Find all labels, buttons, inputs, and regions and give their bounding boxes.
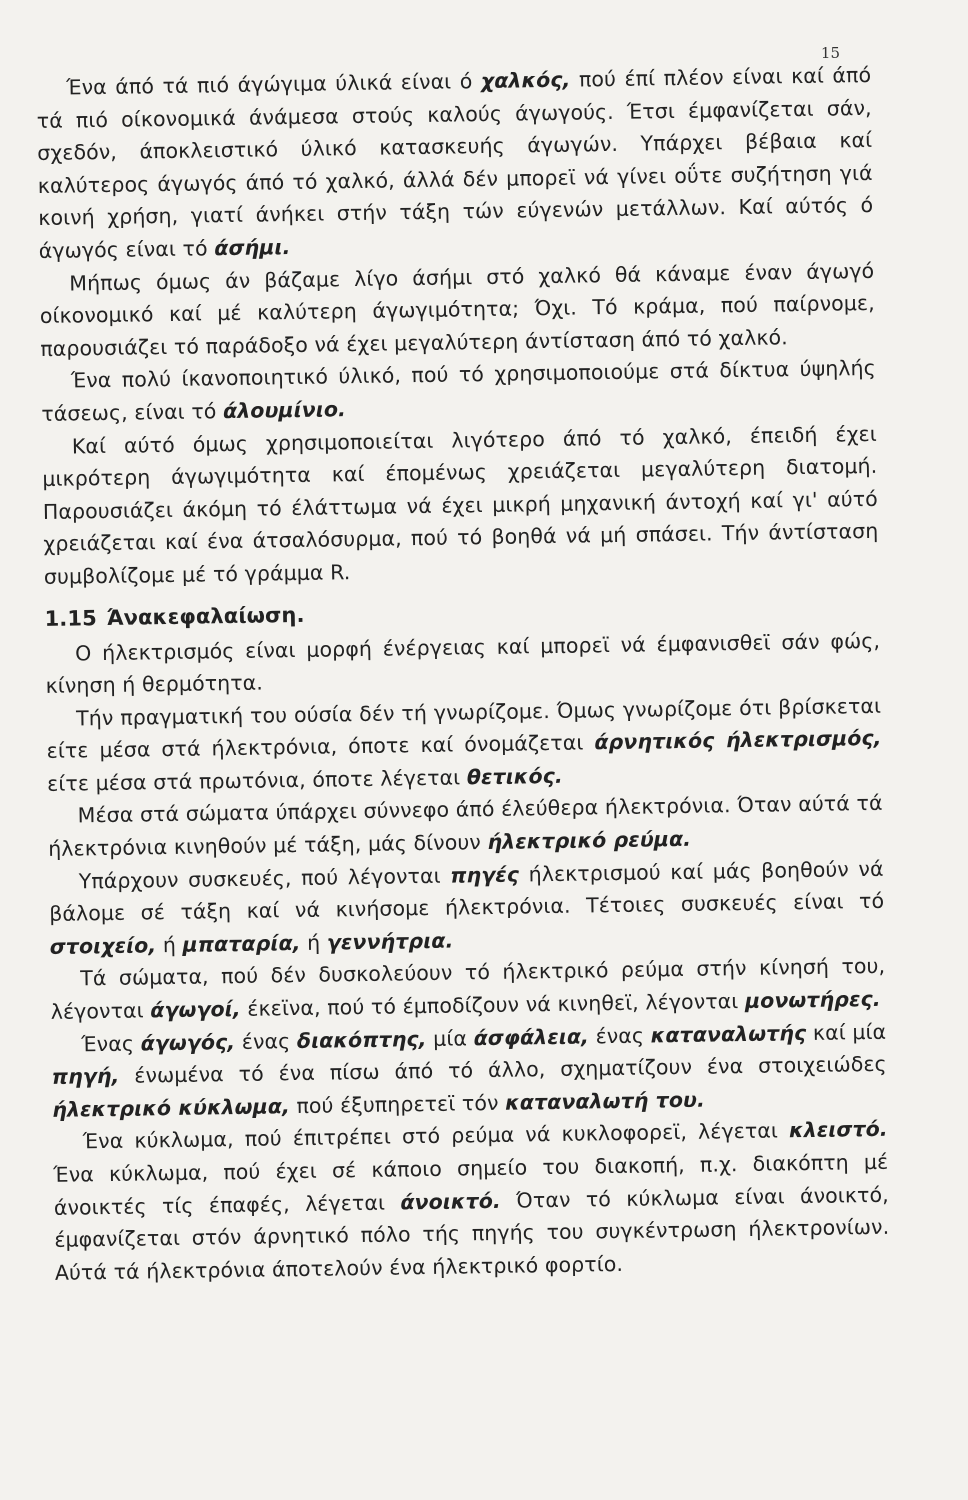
section-number: 1.15 xyxy=(44,605,97,631)
paragraph xyxy=(51,1015,887,1126)
text-run: καί μία xyxy=(806,1019,887,1045)
text-run: ή xyxy=(300,930,328,955)
text-run: Μέσα στά σώματα ύπάρχει σύννεφο άπό έλεύθερα ήλεκτρόνια. Όταν αύτά τά ήλεκτρόνια κινηθούν μέ τάξη, μάς δίνουν xyxy=(48,791,883,861)
key-term: χαλκός, xyxy=(480,67,571,94)
key-term: κλειστό. xyxy=(788,1117,888,1143)
key-term: άλουμίνιο. xyxy=(222,397,347,424)
text-run: Υπάρχουν συσκευές, πού λέγονται xyxy=(78,863,451,894)
text-run: πού έξυπηρετεϊ τόν xyxy=(289,1090,506,1118)
text-run: Καί αύτό όμως χρησιμοποιείται λιγότερο άπό τό χαλκό, έπειδή έχει μικρότερη άγωγιμότητα καί έπομένως χρειάζεται μεγαλύτερη διατομή. Παρουσιάζει άκόμη τό έλάττωμα νά έχει μικρή μηχανική άντοχή καί γι' αύτό χρειάζεται καί ένα άτσαλόσυρμα, πού τό βοηθά νά μή σπάσει. Τήν άντίσταση συμβολίζομε μέ τό γράμμα R. xyxy=(42,421,879,589)
key-term: στοιχείο, xyxy=(49,933,157,959)
text-run: ή xyxy=(156,932,183,958)
page-number: 15 xyxy=(820,44,840,62)
text-run: Μήπως όμως άν βάζαμε λίγο άσήμι στό χαλκό θά κάναμε έναν άγωγό οίκονομικό καί μέ καλύτερη άγωγιμότητα; Όχι. Τό κράμα, πού παίρνομε, παρουσιάζει τό παράδοξο νά έχει μεγαλύτερη άντίσταση άπό τό χαλκό. xyxy=(39,258,875,361)
text-run: είτε μέσα στά πρωτόνια, όποτε λέγεται xyxy=(46,765,468,796)
text-run: Τά σώματα, πού δέν δυσκολεύουν τό ήλεκτρικό ρεύμα στήν κίνησή του, λέγονται xyxy=(50,954,886,1024)
summary-paragraphs xyxy=(45,624,890,1289)
text-run: πού έπί πλέον είναι καί άπό τά πιό οίκονομικά άνάμεσα στούς καλούς άγωγούς. Έτσι έμφανίζεται σάν, σχεδόν, άποκλειστικό ύλικό κατασκευής άγωγών. Υπάρχει βέβαια καί καλύτερος άγωγός άπό τό χαλκό, άλλά δέν μπορεϊ νά γίνει οΰτε συζήτηση γιά κοινή χρήση, γιατί άνήκει στήν τάξη τών εύγενών μετάλλων. Καί αύτός ό άγωγός είναι τό xyxy=(36,62,874,263)
paragraph xyxy=(46,689,882,800)
text-run: ήλεκτρισμού καί μάς βοηθούν νά βάλομε σέ τάξη καί νά κινήσομε ήλεκτρόνια. Τέτοιες συσκευές είναι τό xyxy=(49,856,885,927)
paragraph xyxy=(48,852,884,963)
key-term: πηγές xyxy=(450,862,520,888)
key-term: άσήμι. xyxy=(214,234,291,261)
key-term: γεννήτρια. xyxy=(326,928,454,955)
paragraph xyxy=(53,1113,890,1289)
text-run: έκεϊνα, πού τό έμποδίζουν νά κινηθεϊ, λέγονται xyxy=(240,989,746,1021)
body-text xyxy=(36,59,890,1289)
key-term: άγωγοί, xyxy=(150,996,241,1023)
key-term: μονωτήρες. xyxy=(744,986,881,1014)
key-term: άσφάλεια, xyxy=(473,1024,590,1050)
key-term: διακόπτης, xyxy=(296,1026,427,1053)
key-term: μπαταρία, xyxy=(182,930,301,957)
text-run: Ένα κύκλωμα, πού έπιτρέπει στό ρεύμα νά κυκλοφορεϊ, λέγεται xyxy=(82,1118,790,1154)
key-term: άνοικτό. xyxy=(400,1188,501,1215)
text-run: ένωμένα τό ένα πίσω άπό τό άλλο, σχηματίζουν ένα στοιχειώδες xyxy=(119,1051,887,1089)
paragraph xyxy=(39,254,875,365)
text-run: Ένα κύκλωμα, πού έχει σέ κάποιο σημείο του διακοπή, π.χ. διακόπτη μέ άνοικτές τίς έπαφές, λέγεται xyxy=(53,1149,889,1220)
intro-paragraphs xyxy=(36,59,879,594)
text-run: Ένα πολύ ίκανοποιητικό ύλικό, πού τό χρησιμοποιούμε στά δίκτυα ύψηλής τάσεως, είναι τό xyxy=(41,356,876,426)
key-term: ήλεκτρικό κύκλωμα, xyxy=(52,1093,291,1122)
key-term: πηγή, xyxy=(51,1064,120,1090)
key-term: ήλεκτρικό ρεύμα. xyxy=(487,826,692,855)
key-term: καταναλωτής xyxy=(650,1020,807,1048)
key-term: καταναλωτή του. xyxy=(504,1087,706,1115)
text-run: ένας xyxy=(234,1028,298,1054)
key-term: θετικός. xyxy=(466,763,563,790)
paragraph xyxy=(36,59,874,268)
text-run: Ένας xyxy=(81,1031,141,1057)
paragraph xyxy=(42,417,879,593)
text-run: ένας xyxy=(588,1023,651,1049)
text-run: Ένα άπό τά πιό άγώγιμα ύλικά είναι ό xyxy=(66,69,482,100)
text-run: Ο ήλεκτρισμός είναι μορφή ένέργειας καί μπορεϊ νά έμφανισθεϊ σάν φώς, κίνηση ή θερμότητα. xyxy=(45,628,881,699)
section-title: Άνακεφαλαίωση. xyxy=(106,602,305,630)
text-run: Τήν πραγματική του ούσία δέν τή γνωρίζομε. Όμως γνωρίζομε ότι βρίσκεται είτε μέσα στά ήλεκτρόνια, όποτε καί όνομάζεται xyxy=(46,693,882,764)
key-term: άγωγός, xyxy=(140,1029,236,1056)
key-term: άρνητικός ήλεκτρισμός, xyxy=(594,726,882,755)
text-run: μία xyxy=(426,1025,474,1051)
text-run: Όταν τό κύκλωμα είναι άνοικτό, έμφανίζεται στόν άρνητικό πόλο τής πηγής του συγκέντρωση ήλεκτρονίων. Αύτά τά ήλεκτρόνια άποτελούν ένα ήλεκτρικό φορτίο. xyxy=(54,1182,890,1285)
